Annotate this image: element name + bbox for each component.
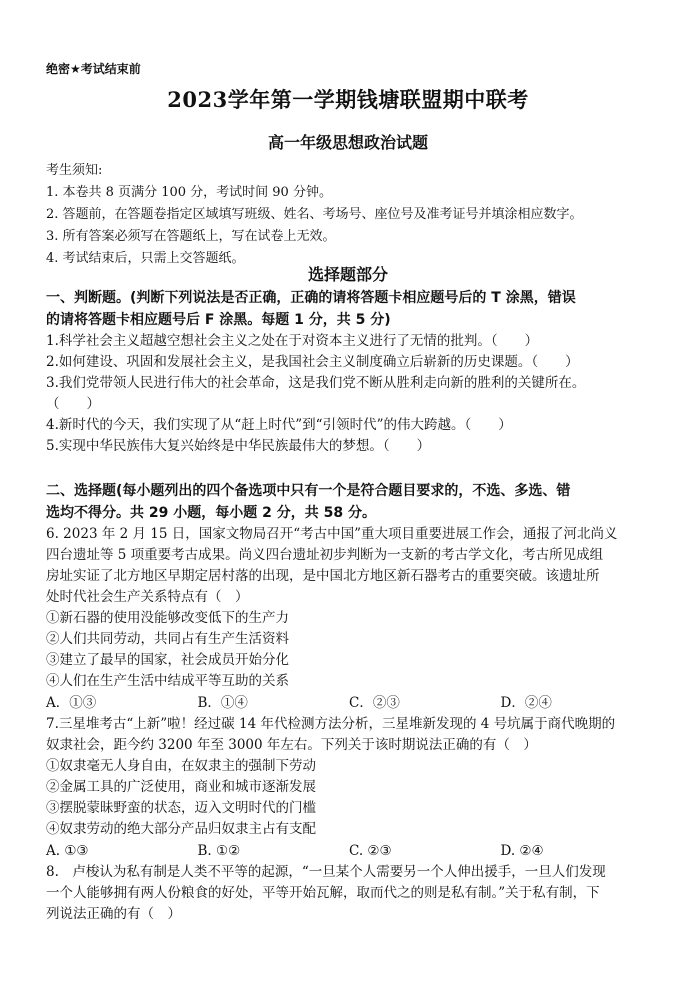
option-c: C. ②③ xyxy=(349,843,392,859)
question-7-statement: ②金属工具的广泛使用，商业和城市逐渐发展 xyxy=(46,779,316,795)
part2-heading-line2: 选均不得分。共 29 小题，每小题 2 分，共 58 分。 xyxy=(46,505,376,521)
option-d: D．②④ xyxy=(500,695,552,711)
question-8-text: 8. 卢梭认为私有制是人类不平等的起源，“一旦某个人需要另一个人伸出援手，一旦人们发现 xyxy=(46,864,606,880)
candidate-notice xyxy=(46,160,656,270)
question-6-options xyxy=(46,692,652,714)
question-6-text: 房址实证了北方地区早期定居村落的出现，是中国北方地区新石器考古的重要突破。该遗址所 xyxy=(46,568,600,584)
part-judgement xyxy=(46,287,652,457)
option-b: B. ①② xyxy=(197,843,241,859)
question-7-options xyxy=(46,840,652,862)
section-title: 选择题部分 xyxy=(307,265,388,284)
exam-title: 2023学年第一学期钱塘联盟期中联考 xyxy=(167,87,529,112)
question-6-text: 四台遗址等 5 项重要考古成果。尚义四台遗址初步判断为一支新的考古学文化，考古所见成组 xyxy=(46,547,604,563)
notice-item: 3. 所有答案必须写在答题纸上，写在试卷上无效。 xyxy=(46,229,336,244)
notice-item: 2. 答题前，在答题卷指定区域填写班级、姓名、考场号、座位号及准考证号并填涂相应数字。 xyxy=(46,207,583,222)
question-5: 5.实现中华民族伟大复兴始终是中华民族最伟大的梦想。（ ） xyxy=(46,438,431,454)
question-4: 4.新时代的今天，我们实现了从“赶上时代”到“引领时代”的伟大跨越。（ ） xyxy=(46,417,512,433)
question-6-statement: ③建立了最早的国家，社会成员开始分化 xyxy=(46,652,289,668)
question-7-statement: ③摆脱蒙昧野蛮的状态，迈入文明时代的门槛 xyxy=(46,800,316,816)
question-3-bracket: （ ） xyxy=(46,396,100,412)
question-8-text: 一个人能够拥有两人份粮食的好处，平等开始瓦解，取而代之的则是私有制。”关于私有制，下 xyxy=(46,885,600,901)
part1-heading-line2: 的请将答题卡相应题号后 F 涂黑。每题 1 分，共 5 分) xyxy=(46,312,391,328)
question-7-statement: ①奴隶毫无人身自由，在奴隶主的强制下劳动 xyxy=(46,758,316,774)
option-a: A. ①③ xyxy=(46,843,89,859)
question-6-statement: ①新石器的使用没能够改变低下的生产力 xyxy=(46,610,289,626)
question-2: 2.如何建设、巩固和发展社会主义，是我国社会主义制度确立后崭新的历史课题。（ ） xyxy=(46,354,579,370)
option-c: C．②③ xyxy=(349,695,400,711)
question-6-text: 6. 2023 年 2 月 15 日，国家文物局召开“考古中国”重大项目重要进展工作会，通报了河北尚义 xyxy=(46,526,618,542)
notice-item: 4. 考试结束后，只需上交答题纸。 xyxy=(46,251,245,266)
confidential-label: 绝密★考试结束前 xyxy=(46,62,141,76)
question-1: 1.科学社会主义超越空想社会主义之处在于对资本主义进行了无情的批判。（ ） xyxy=(46,333,539,349)
exam-subtitle: 高一年级思想政治试题 xyxy=(267,133,428,152)
notice-heading: 考生须知: xyxy=(46,163,103,178)
question-8-text: 列说法正确的有（ ） xyxy=(46,906,181,922)
option-a: A．①③ xyxy=(46,695,97,711)
question-6-text: 处时代社会生产关系特点有（ ） xyxy=(46,589,249,605)
option-b: B．①④ xyxy=(197,695,248,711)
part1-heading-line1: 一、判断题。(判断下列说法是否正确，正确的请将答题卡相应题号后的 T 涂黑，错误 xyxy=(46,290,576,306)
option-d: D. ②④ xyxy=(500,843,544,859)
question-7-text: 7.三星堆考古“上新”啦！经过碳 14 年代检测方法分析，三星堆新发现的 4 号坑属于商代晚期的 xyxy=(46,716,616,732)
part2-heading-line1: 二、选择题(每小题列出的四个备选项中只有一个是符合题目要求的，不选、多选、错 xyxy=(46,483,571,499)
question-7-statement: ④奴隶劳动的绝大部分产品归奴隶主占有支配 xyxy=(46,821,316,837)
part-choice xyxy=(46,480,652,925)
notice-item: 1. 本卷共 8 页满分 100 分，考试时间 90 分钟。 xyxy=(46,185,332,200)
question-6-statement: ②人们共同劳动，共同占有生产生活资料 xyxy=(46,631,289,647)
question-3: 3.我们党带领人民进行伟大的社会革命，这是我们党不断从胜利走向新的胜利的关键所在。 xyxy=(46,375,586,391)
question-6-statement: ④人们在生产生活中结成平等互助的关系 xyxy=(46,673,289,689)
question-7-text: 奴隶社会，距今约 3200 年至 3000 年左右。下列关于该时期说法正确的有（ ） xyxy=(46,737,537,753)
